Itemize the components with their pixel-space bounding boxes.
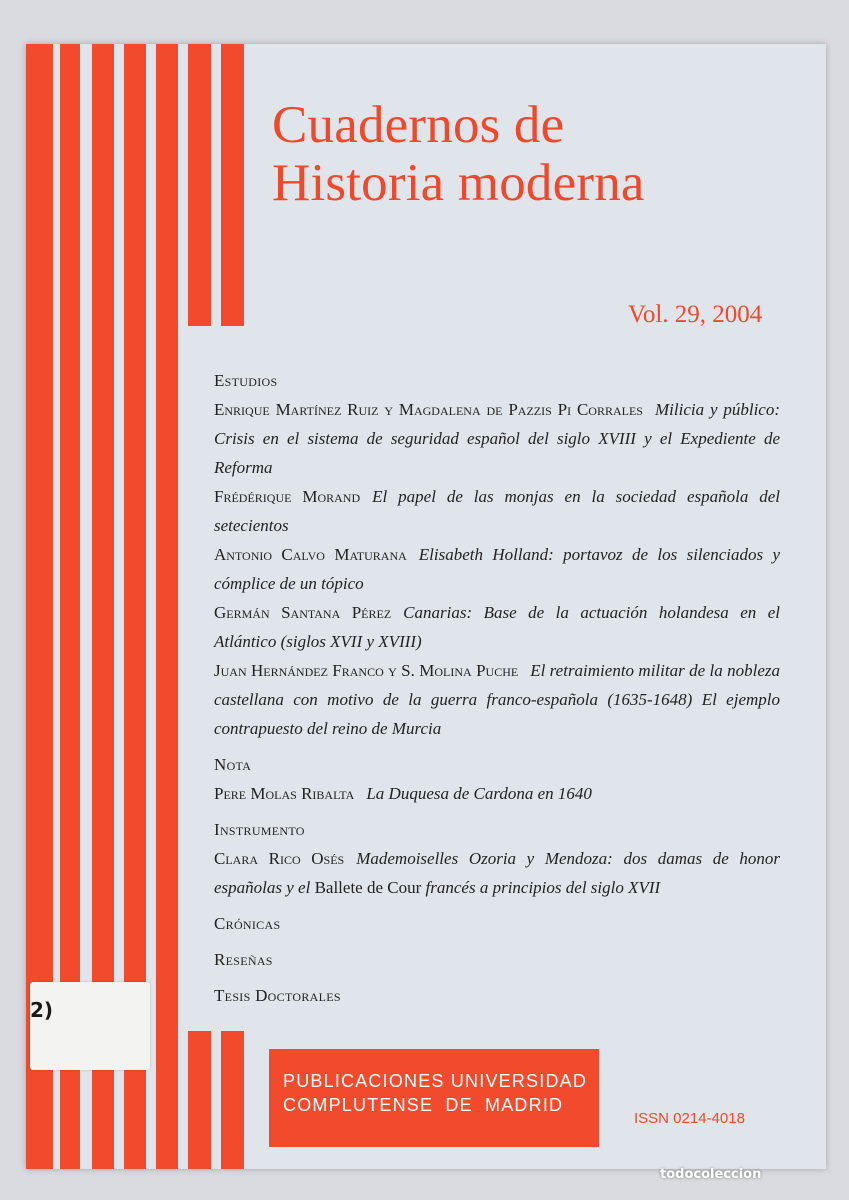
- entry-title: Canarias: Base de la actuación holandesa en el Atlántico (siglos XVII y XVIII): [214, 603, 780, 651]
- entry-author: Germán Santana Pérez: [214, 603, 392, 622]
- entry-title: Milicia y público: Crisis en el sistema de seguridad español del siglo XVIII y el Expediente de Reforma: [214, 400, 780, 477]
- entry-author: Clara Rico Osés: [214, 849, 345, 868]
- journal-title-line: Historia moderna: [272, 154, 645, 212]
- publisher-line: PUBLICACIONES UNIVERSIDAD: [283, 1071, 588, 1091]
- library-label-text: 2): [30, 998, 54, 1022]
- toc-entry: [214, 656, 780, 743]
- publisher-line: COMPLUTENSE DE MADRID: [283, 1095, 564, 1115]
- cover-stripe: [156, 44, 178, 1169]
- section-heading-cronicas: Crónicas: [214, 914, 281, 933]
- section-heading-tesis: Tesis Doctorales: [214, 986, 341, 1005]
- section-heading-estudios: Estudios: [214, 371, 278, 390]
- section-heading-instrumento: Instrumento: [214, 820, 305, 839]
- toc-entry: [214, 598, 780, 656]
- section-heading-nota: Nota: [214, 755, 252, 774]
- journal-title: [272, 96, 645, 212]
- watermark: todocoleccion: [660, 1167, 762, 1182]
- section-heading-resenas: Reseñas: [214, 950, 273, 969]
- library-label: [30, 982, 150, 1070]
- publisher-block: [269, 1049, 599, 1147]
- cover-stripe: [188, 44, 211, 326]
- toc-entry: [214, 482, 780, 540]
- entry-title: Elisabeth Holland: portavoz de los silenciados y cómplice de un tópico: [214, 545, 780, 593]
- entry-author: Enrique Martínez Ruiz y Magdalena de Pazzis Pi Corrales: [214, 400, 643, 419]
- entry-author: Antonio Calvo Maturana: [214, 545, 407, 564]
- toc-entry: [214, 395, 780, 482]
- toc-entry: [214, 844, 780, 902]
- entry-title-part: Ballete de Cour: [314, 878, 422, 897]
- entry-title-part: Mademoiselles Ozoria y Mendoza: dos damas de honor españolas y el: [214, 849, 780, 897]
- cover-stripe: [221, 1031, 244, 1169]
- entry-title: El retraimiento militar de la nobleza castellana con motivo de la guerra franco-española (1635-1648) El ejemplo contrapuesto del reino de Murcia: [214, 661, 780, 738]
- table-of-contents: [214, 366, 780, 1010]
- toc-entry: [214, 540, 780, 598]
- entry-title-part: francés a principios del siglo XVII: [425, 878, 661, 897]
- entry-title: La Duquesa de Cardona en 1640: [366, 784, 592, 803]
- volume-number: Vol. 29, 2004: [628, 301, 763, 328]
- entry-author: Juan Hernández Franco y S. Molina Puche: [214, 661, 519, 680]
- toc-entry: [214, 779, 780, 808]
- cover-stripe: [188, 1031, 211, 1169]
- journal-title-line: Cuadernos de: [272, 96, 565, 154]
- entry-author: Pere Molas Ribalta: [214, 784, 355, 803]
- cover-stripe: [221, 44, 244, 326]
- entry-author: Frédérique Morand: [214, 487, 361, 506]
- issn-number: ISSN 0214-4018: [634, 1110, 745, 1127]
- entry-title: El papel de las monjas en la sociedad española del setecientos: [214, 487, 780, 535]
- journal-cover: [26, 44, 826, 1169]
